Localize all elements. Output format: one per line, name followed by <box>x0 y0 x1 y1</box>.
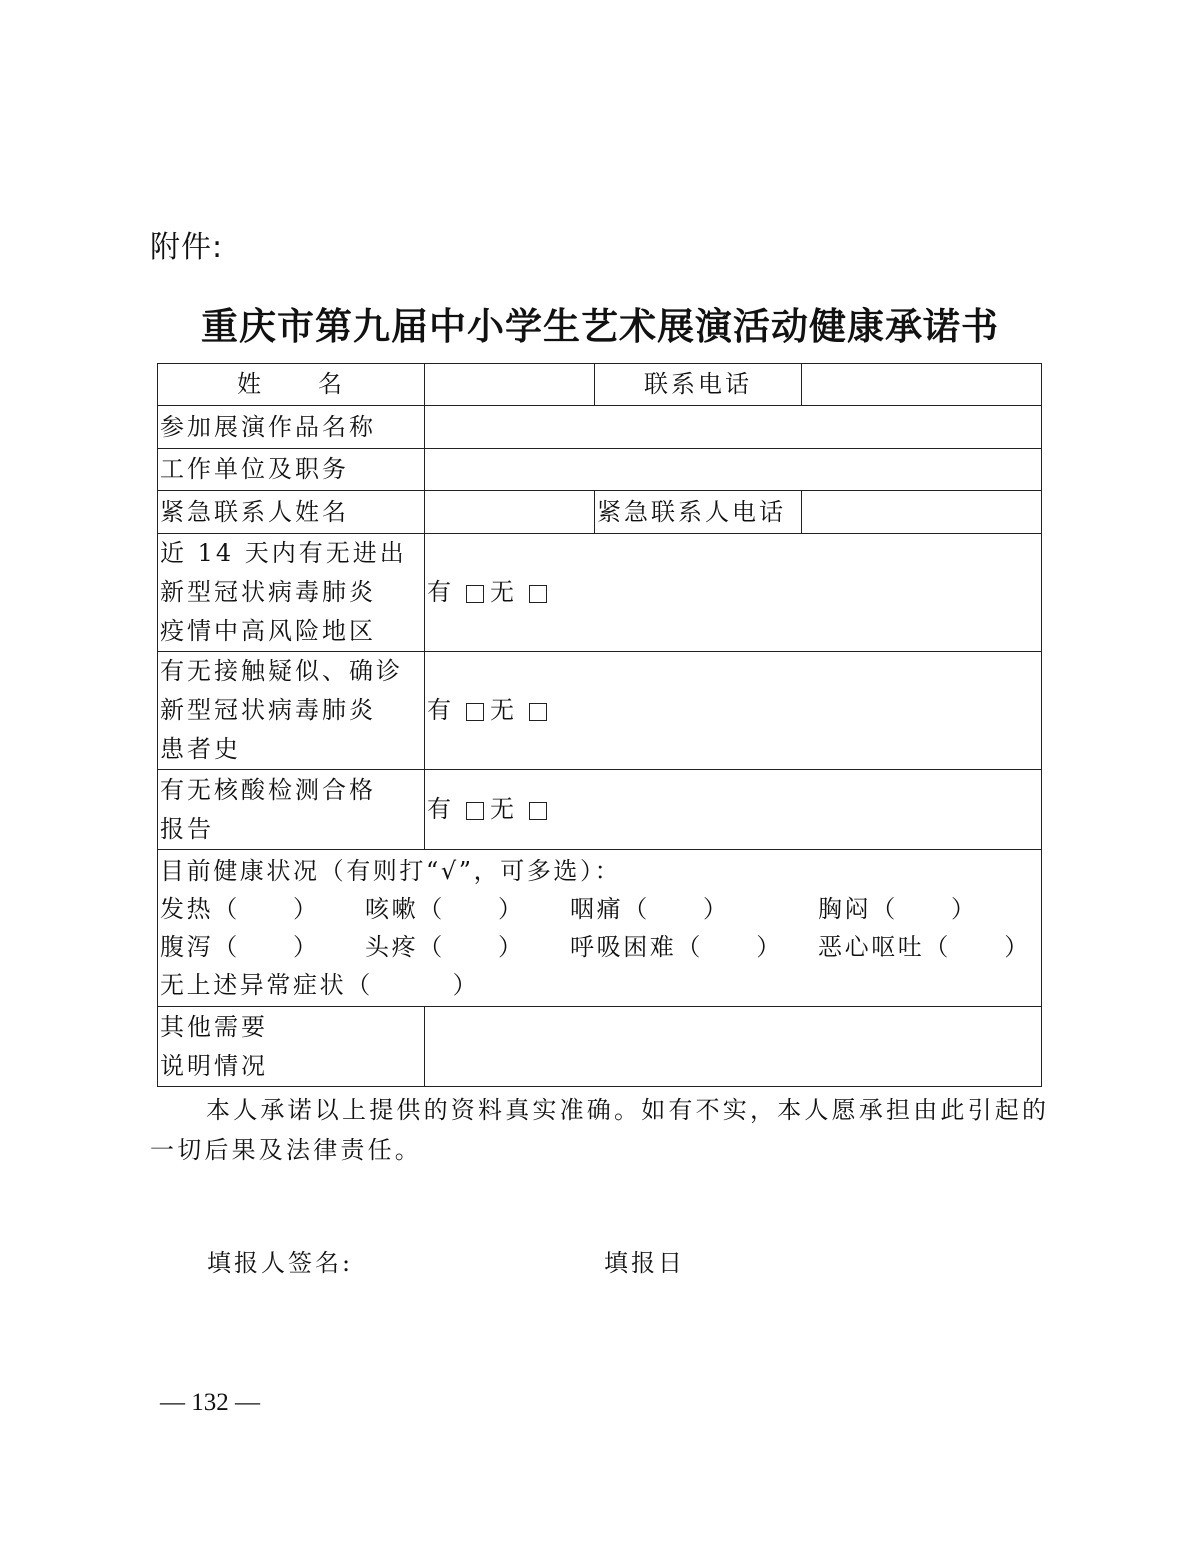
phone-label: 联系电话 <box>595 364 802 406</box>
yes-label: 有 <box>427 578 454 606</box>
health-status-cell <box>158 850 1042 1007</box>
no-label: 无 <box>490 578 517 606</box>
other-label-line: 其他需要 <box>160 1012 268 1041</box>
health-form-table <box>157 363 1042 1087</box>
q2-label-line: 有无接触疑似、确诊 <box>160 657 403 685</box>
symptom-nausea-vomiting[interactable]: 恶心呕吐（ ） <box>818 933 1031 961</box>
signature-label: 填报人签名: <box>207 1249 354 1277</box>
symptoms-row <box>160 928 1039 966</box>
other-label <box>158 1007 425 1087</box>
q1-yes-checkbox[interactable] <box>466 585 484 603</box>
symptom-breathing-difficulty[interactable]: 呼吸困难（ ） <box>570 933 783 961</box>
work-title-label: 参加展演作品名称 <box>158 406 425 449</box>
other-label-line: 说明情况 <box>160 1051 268 1080</box>
attachment-label: 附件: <box>150 230 224 265</box>
q3-label-line: 报告 <box>160 814 214 843</box>
page-number: — 132 — <box>160 1389 260 1416</box>
q1-no-checkbox[interactable] <box>529 585 547 603</box>
health-status-title: 目前健康状况（有则打“√”，可多选）： <box>160 857 622 885</box>
emergency-phone-input-cell[interactable] <box>802 491 1042 534</box>
q3-yes-checkbox[interactable] <box>466 802 484 820</box>
symptom-none[interactable]: 无上述异常症状（ ） <box>160 971 480 999</box>
symptom-fever[interactable]: 发热（ ） <box>160 895 320 923</box>
q1-label-line: 新型冠状病毒肺炎 <box>160 578 376 606</box>
date-label: 填报日 <box>604 1249 685 1277</box>
symptom-cough[interactable]: 咳嗽（ ） <box>365 895 525 923</box>
unit-label: 工作单位及职务 <box>158 449 425 491</box>
symptom-sore-throat[interactable]: 咽痛（ ） <box>570 895 730 923</box>
symptom-chest-tightness[interactable]: 胸闷（ ） <box>818 895 978 923</box>
q3-no-checkbox[interactable] <box>529 802 547 820</box>
symptom-headache[interactable]: 头疼（ ） <box>365 933 525 961</box>
yes-label: 有 <box>427 696 454 724</box>
q2-label-line: 新型冠状病毒肺炎 <box>160 696 376 724</box>
q2-label-line: 患者史 <box>160 735 241 763</box>
q1-label <box>158 534 425 652</box>
symptoms-row <box>160 890 1039 928</box>
q2-no-checkbox[interactable] <box>529 703 547 721</box>
q1-answer-cell <box>425 534 1042 652</box>
unit-input-cell[interactable] <box>425 449 1042 491</box>
yes-label: 有 <box>427 795 454 823</box>
symptoms-row <box>160 966 1039 1004</box>
other-input-cell[interactable] <box>425 1007 1042 1087</box>
no-label: 无 <box>490 696 517 724</box>
no-label: 无 <box>490 795 517 823</box>
q1-label-line: 近 14 天内有无进出 <box>160 539 407 567</box>
q2-answer-cell <box>425 652 1042 770</box>
phone-input-cell[interactable] <box>802 364 1042 406</box>
q3-label-line: 有无核酸检测合格 <box>160 775 376 804</box>
q2-label <box>158 652 425 770</box>
name-input-cell[interactable] <box>425 364 595 406</box>
symptom-diarrhea[interactable]: 腹泻（ ） <box>160 933 320 961</box>
q2-yes-checkbox[interactable] <box>466 703 484 721</box>
emergency-name-label: 紧急联系人姓名 <box>158 491 425 534</box>
name-label: 姓 名 <box>158 364 425 406</box>
q3-label <box>158 770 425 850</box>
q3-answer-cell <box>425 770 1042 850</box>
work-title-input-cell[interactable] <box>425 406 1042 449</box>
q1-label-line: 疫情中高风险地区 <box>160 617 376 645</box>
emergency-phone-label: 紧急联系人电话 <box>595 491 802 534</box>
promise-statement: 本人承诺以上提供的资料真实准确。如有不实，本人愿承担由此引起的一切后果及法律责任。 <box>150 1096 1050 1164</box>
page-title: 重庆市第九届中小学生艺术展演活动健康承诺书 <box>201 304 999 348</box>
emergency-name-input-cell[interactable] <box>425 491 595 534</box>
